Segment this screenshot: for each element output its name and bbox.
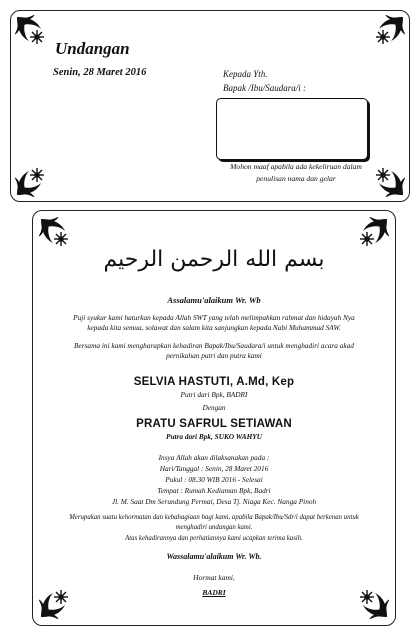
apology-note-line2: penulisan nama dan gelar	[256, 174, 336, 183]
corner-ornament-icon	[349, 579, 389, 619]
event-intro: Insya Allah akan dilaksanakan pada :	[158, 453, 270, 462]
with-label: Dengan	[202, 403, 226, 412]
to-label: Kepada Yth.	[223, 69, 268, 79]
intro-line1: Puji syukur kami haturkan kepada Allah SWT yang telah melimpahkan rahmat dan hidayah Nya	[73, 313, 355, 322]
greeting: Assalamu'alaikum Wr. Wb	[167, 295, 261, 305]
request-line1: Bersama ini kami mengharapkan kehadiran Bapak/Ibu/Saudara/i untuk menghadiri acara akad	[74, 341, 354, 350]
intro-line2: kepada kita semua, solawat dan salam kita sanjungkan kepada Nabi Muhammad SAW.	[87, 323, 341, 332]
farewell: Wassalamu'alaikum Wr. Wb.	[166, 552, 262, 561]
event-place: Tempat : Rumah Kediaman Bpk, Badri	[157, 486, 271, 495]
request-line2: pernikahan putri dan putra kami	[166, 351, 262, 360]
address-box	[216, 98, 368, 160]
signature: BADRI	[202, 588, 226, 597]
closing-line1: Merupakan suatu kehormatan dan kebahagiaan bagi kami, apabila Bapak/Ibu/Sdr/i dapat berkenan untuk	[69, 514, 359, 521]
groom-parent: Putra dari Bpk, SUKO WAHYU	[165, 432, 263, 441]
regards: Hormat kami,	[193, 573, 235, 582]
closing-line2: menghadiri undangan kami.	[175, 524, 253, 531]
envelope-title: Undangan	[55, 39, 130, 58]
invitation-card	[32, 210, 396, 626]
envelope-date: Senin, 28 Maret 2016	[53, 67, 147, 78]
corner-ornament-icon	[365, 15, 405, 55]
basmalah-calligraphy: بسم الله الرحمن الرحيم	[103, 247, 325, 272]
bride-parent: Putri dari Bpk, BADRI	[180, 390, 248, 399]
closing-line3: Atas kehadirannya dan perhatiannya kami ucapkan terima kasih.	[125, 535, 303, 542]
event-time: Pukul : 08.30 WIB 2016 - Selesai	[165, 475, 263, 484]
corner-ornament-icon	[39, 579, 79, 619]
event-day: Hari/Tanggal : Senin, 28 Maret 2016	[159, 464, 269, 473]
apology-note-line1: Mohon maaf apabila ada kekeliruan dalam	[230, 162, 362, 171]
envelope-card	[10, 10, 410, 202]
corner-ornament-icon	[15, 157, 55, 197]
event-address: Jl. M. Saat Dm Serundung Permai, Desa Tj. Niaga Kec. Nanga Pinoh	[111, 497, 317, 506]
corner-ornament-icon	[15, 15, 55, 55]
groom-name: PRATU SAFRUL SETIAWAN	[136, 418, 292, 430]
bride-name: SELVIA HASTUTI, A.Md, Kep	[133, 376, 295, 388]
recipient-label: Bapak /Ibu/Saudara/i :	[223, 83, 306, 93]
